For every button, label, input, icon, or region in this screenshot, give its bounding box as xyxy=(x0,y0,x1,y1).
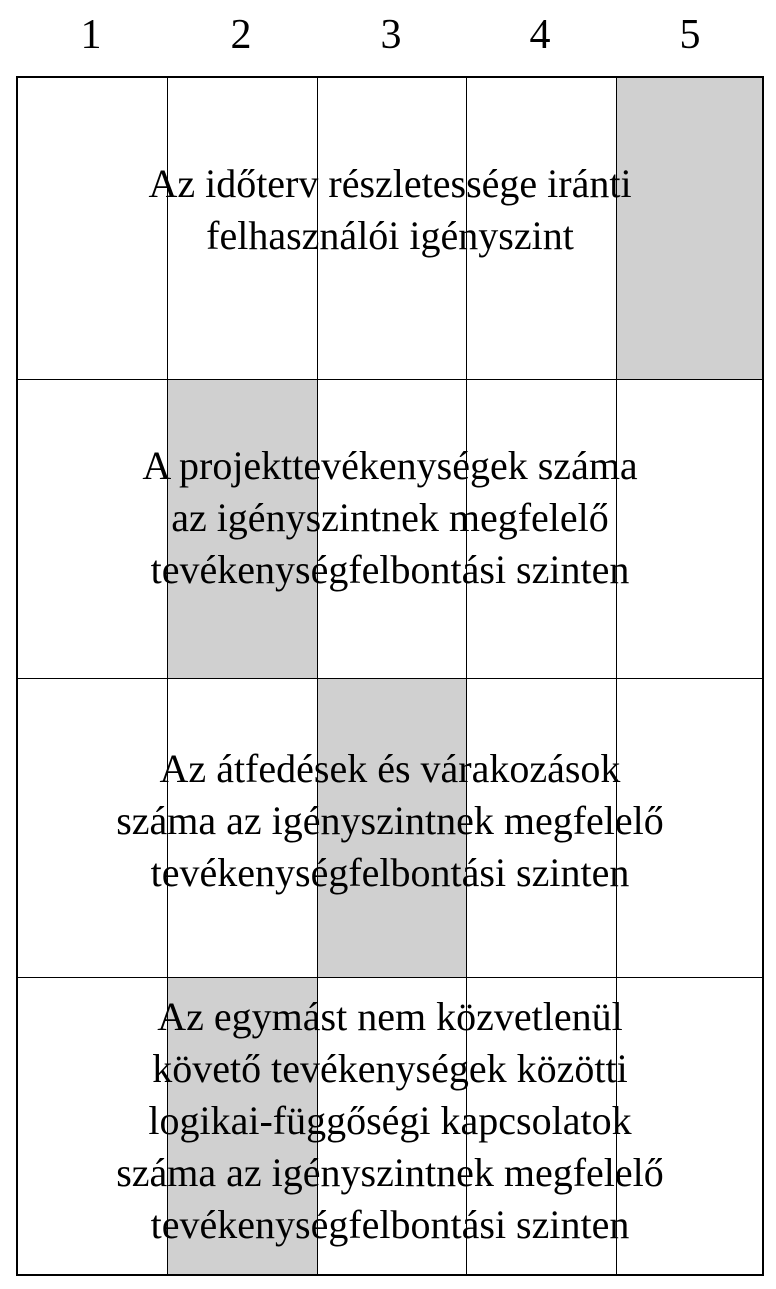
grid-band-1 xyxy=(18,78,762,380)
band-label-line: az igényszintnek megfelelő xyxy=(171,495,609,540)
band-label-line: tevékenységfelbontási szinten xyxy=(150,547,630,592)
column-header-5: 5 xyxy=(679,12,701,58)
band-label xyxy=(18,380,762,678)
band-label-line: logikai-függőségi kapcsolatok xyxy=(148,1098,632,1143)
column-header-3: 3 xyxy=(380,12,402,58)
band-label-line: száma az igényszintnek megfelelő xyxy=(116,1150,664,1195)
band-label xyxy=(18,978,762,1274)
grid-band-4 xyxy=(18,978,762,1274)
band-label-line: tevékenységfelbontási szinten xyxy=(150,1202,630,1247)
column-header-row xyxy=(16,0,764,76)
band-label-line: száma az igényszintnek megfelelő xyxy=(116,798,664,843)
band-label-line: követő tevékenységek közötti xyxy=(152,1046,628,1091)
grid-band-2 xyxy=(18,380,762,679)
grid-band-3 xyxy=(18,679,762,978)
band-label-line: Az átfedések és várakozások xyxy=(159,746,621,791)
column-header-1: 1 xyxy=(80,12,102,58)
band-label-line: Az időterv részletessége iránti xyxy=(148,160,632,206)
band-label xyxy=(18,78,762,379)
band-label-line: A projekttevékenységek száma xyxy=(142,443,638,488)
column-header-2: 2 xyxy=(230,12,252,58)
band-label-line: felhasználói igényszint xyxy=(206,212,574,258)
scale-grid xyxy=(16,76,764,1276)
band-label-line: Az egymást nem közvetlenül xyxy=(157,994,623,1039)
column-header-4: 4 xyxy=(529,12,551,58)
band-label-line: tevékenységfelbontási szinten xyxy=(150,850,630,895)
band-label xyxy=(18,679,762,977)
